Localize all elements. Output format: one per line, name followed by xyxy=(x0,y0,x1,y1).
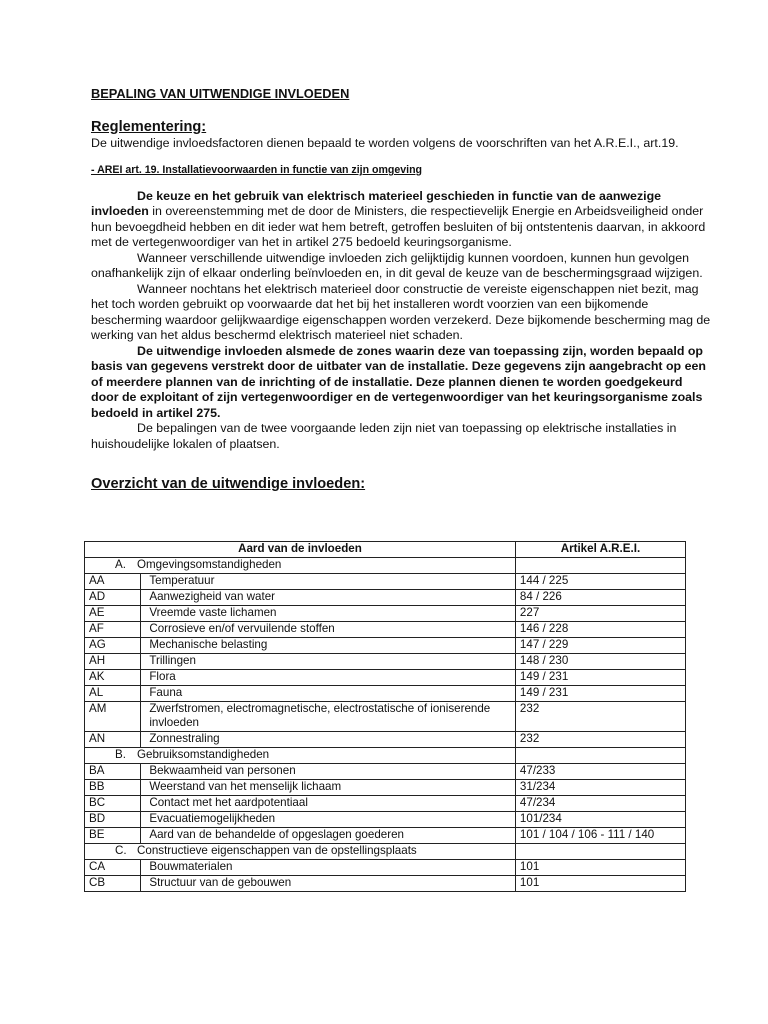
paragraph-2: Wanneer verschillende uitwendige invloeden zich gelijktijdig kunnen voordoen, kunnen hun gevolgen onafhankelijk zijn of elkaar onderling beïnvloeden en, in dit geval de keuze van de beschermingsgraad wijzigen. xyxy=(91,250,703,280)
cell-article: 47/233 xyxy=(515,764,685,780)
group-article-cell xyxy=(515,844,685,860)
table-row xyxy=(85,654,686,670)
cell-article: 232 xyxy=(515,702,685,732)
cell-article: 149 / 231 xyxy=(515,670,685,686)
document-title: BEPALING VAN UITWENDIGE INVLOEDEN xyxy=(91,86,350,101)
cell-code: BE xyxy=(85,828,141,844)
table-row xyxy=(85,574,686,590)
cell-article: 31/234 xyxy=(515,780,685,796)
table-row xyxy=(85,860,686,876)
table-group-row xyxy=(85,748,686,764)
group-label-cell xyxy=(85,558,516,574)
cell-name: Temperatuur xyxy=(141,574,516,590)
cell-name: Bouwmaterialen xyxy=(141,860,516,876)
cell-name: Flora xyxy=(141,670,516,686)
cell-article: 146 / 228 xyxy=(515,622,685,638)
cell-article: 101/234 xyxy=(515,812,685,828)
cell-code: AD xyxy=(85,590,141,606)
table-row xyxy=(85,622,686,638)
table-row xyxy=(85,638,686,654)
cell-article: 144 / 225 xyxy=(515,574,685,590)
cell-name: Contact met het aardpotentiaal xyxy=(141,796,516,812)
cell-code: AK xyxy=(85,670,141,686)
table-row xyxy=(85,876,686,892)
cell-code: AF xyxy=(85,622,141,638)
cell-name: Weerstand van het menselijk lichaam xyxy=(141,780,516,796)
cell-name: Vreemde vaste lichamen xyxy=(141,606,516,622)
cell-code: AM xyxy=(85,702,141,732)
cell-article: 84 / 226 xyxy=(515,590,685,606)
paragraph-1-bold: De keuze en het gebruik van elektrisch materieel geschieden in functie van de aanwezige invloeden xyxy=(91,188,662,218)
group-label: Constructieve eigenschappen van de opstellingsplaats xyxy=(137,844,417,857)
cell-code: BD xyxy=(85,812,141,828)
cell-name: Zwerfstromen, electromagnetische, electrostatische of ioniserende invloeden xyxy=(141,702,516,732)
group-letter: C. xyxy=(115,844,127,857)
table-row xyxy=(85,732,686,748)
cell-code: AH xyxy=(85,654,141,670)
cell-code: CA xyxy=(85,860,141,876)
cell-name: Zonnestraling xyxy=(141,732,516,748)
cell-name: Aanwezigheid van water xyxy=(141,590,516,606)
cell-code: AA xyxy=(85,574,141,590)
table-row xyxy=(85,670,686,686)
paragraph-4: De uitwendige invloeden alsmede de zones waarin deze van toepassing zijn, worden bepaald op basis van gegevens verstrekt door de uitbater van de installatie. Deze gegevens zijn aangebracht op een of meerdere plannen van de inrichting of de installatie. Deze plannen dienen te worden goedgekeurd door de exploitant of zijn vertegenwoordiger en de vertegenwoordiger van het keuringsorganisme zoals bedoeld in artikel 275. xyxy=(91,343,706,420)
table-row xyxy=(85,812,686,828)
reglementering-heading: Reglementering: xyxy=(91,118,207,135)
header-article: Artikel A.R.E.I. xyxy=(515,542,685,558)
table-group-row xyxy=(85,558,686,574)
cell-article: 147 / 229 xyxy=(515,638,685,654)
cell-code: BB xyxy=(85,780,141,796)
cell-code: AG xyxy=(85,638,141,654)
table-row xyxy=(85,702,686,732)
group-label-cell xyxy=(85,748,516,764)
cell-article: 149 / 231 xyxy=(515,686,685,702)
intro-paragraph: De uitwendige invloedsfactoren dienen bepaald te worden volgens de voorschriften van het A.R.E.I., art.19. xyxy=(91,135,679,150)
cell-article: 47/234 xyxy=(515,796,685,812)
table-body xyxy=(85,558,686,892)
table-row xyxy=(85,780,686,796)
cell-name: Bekwaamheid van personen xyxy=(141,764,516,780)
cell-name: Trillingen xyxy=(141,654,516,670)
cell-name: Structuur van de gebouwen xyxy=(141,876,516,892)
table-row xyxy=(85,606,686,622)
paragraph-5: De bepalingen van de twee voorgaande leden zijn niet van toepassing op elektrische installaties in huishoudelijke lokalen of plaatsen. xyxy=(91,421,677,451)
cell-name: Aard van de behandelde of opgeslagen goederen xyxy=(141,828,516,844)
cell-code: CB xyxy=(85,876,141,892)
group-label: Gebruiksomstandigheden xyxy=(137,748,270,761)
group-letter: A. xyxy=(115,558,126,571)
table-row xyxy=(85,686,686,702)
group-article-cell xyxy=(515,748,685,764)
cell-name: Corrosieve en/of vervuilende stoffen xyxy=(141,622,516,638)
table-row xyxy=(85,764,686,780)
cell-code: AL xyxy=(85,686,141,702)
group-letter: B. xyxy=(115,748,126,761)
overview-heading: Overzicht van de uitwendige invloeden: xyxy=(91,476,366,492)
cell-article: 227 xyxy=(515,606,685,622)
influences-table xyxy=(84,541,686,892)
cell-article: 101 / 104 / 106 - 111 / 140 xyxy=(515,828,685,844)
cell-name: Evacuatiemogelijkheden xyxy=(141,812,516,828)
table-row xyxy=(85,590,686,606)
table-group-row xyxy=(85,844,686,860)
group-label-cell xyxy=(85,844,516,860)
cell-article: 101 xyxy=(515,860,685,876)
cell-code: BA xyxy=(85,764,141,780)
cell-name: Fauna xyxy=(141,686,516,702)
table-row xyxy=(85,796,686,812)
group-label: Omgevingsomstandigheden xyxy=(137,558,282,571)
cell-code: BC xyxy=(85,796,141,812)
table-row xyxy=(85,828,686,844)
cell-article: 148 / 230 xyxy=(515,654,685,670)
table-header-row xyxy=(85,542,686,558)
paragraph-1-rest: in overeenstemming met de door de Ministers, die respectievelijk Energie en Arbeidsveiligheid onder hun bevoegdheid hebben en dit ieder wat hem betreft, getroffen besluiten of bij ontstentenis daarvan, in akkoord met de vertegenwoordiger van het in artikel 275 bedoeld keuringsorganisme. xyxy=(91,204,706,249)
cell-article: 232 xyxy=(515,732,685,748)
cell-code: AE xyxy=(85,606,141,622)
cell-article: 101 xyxy=(515,876,685,892)
paragraph-3: Wanneer nochtans het elektrisch materieel door constructie de vereiste eigenschappen niet bezit, mag het toch worden gebruikt op voorwaarde dat het bij het installeren wordt voorzien van een bijkomende bescherming waardoor gelijkwaardige eigenschappen worden verzekerd. Deze bijkomende bescherming mag de werking van het aldus beschermd elektrisch materieel niet schaden. xyxy=(91,281,711,342)
article-title: - AREI art. 19. Installatievoorwaarden in functie van zijn omgeving xyxy=(91,164,423,176)
document-body xyxy=(91,86,711,503)
group-article-cell xyxy=(515,558,685,574)
cell-code: AN xyxy=(85,732,141,748)
cell-name: Mechanische belasting xyxy=(141,638,516,654)
header-influence: Aard van de invloeden xyxy=(85,542,516,558)
paragraph-1 xyxy=(91,189,711,251)
